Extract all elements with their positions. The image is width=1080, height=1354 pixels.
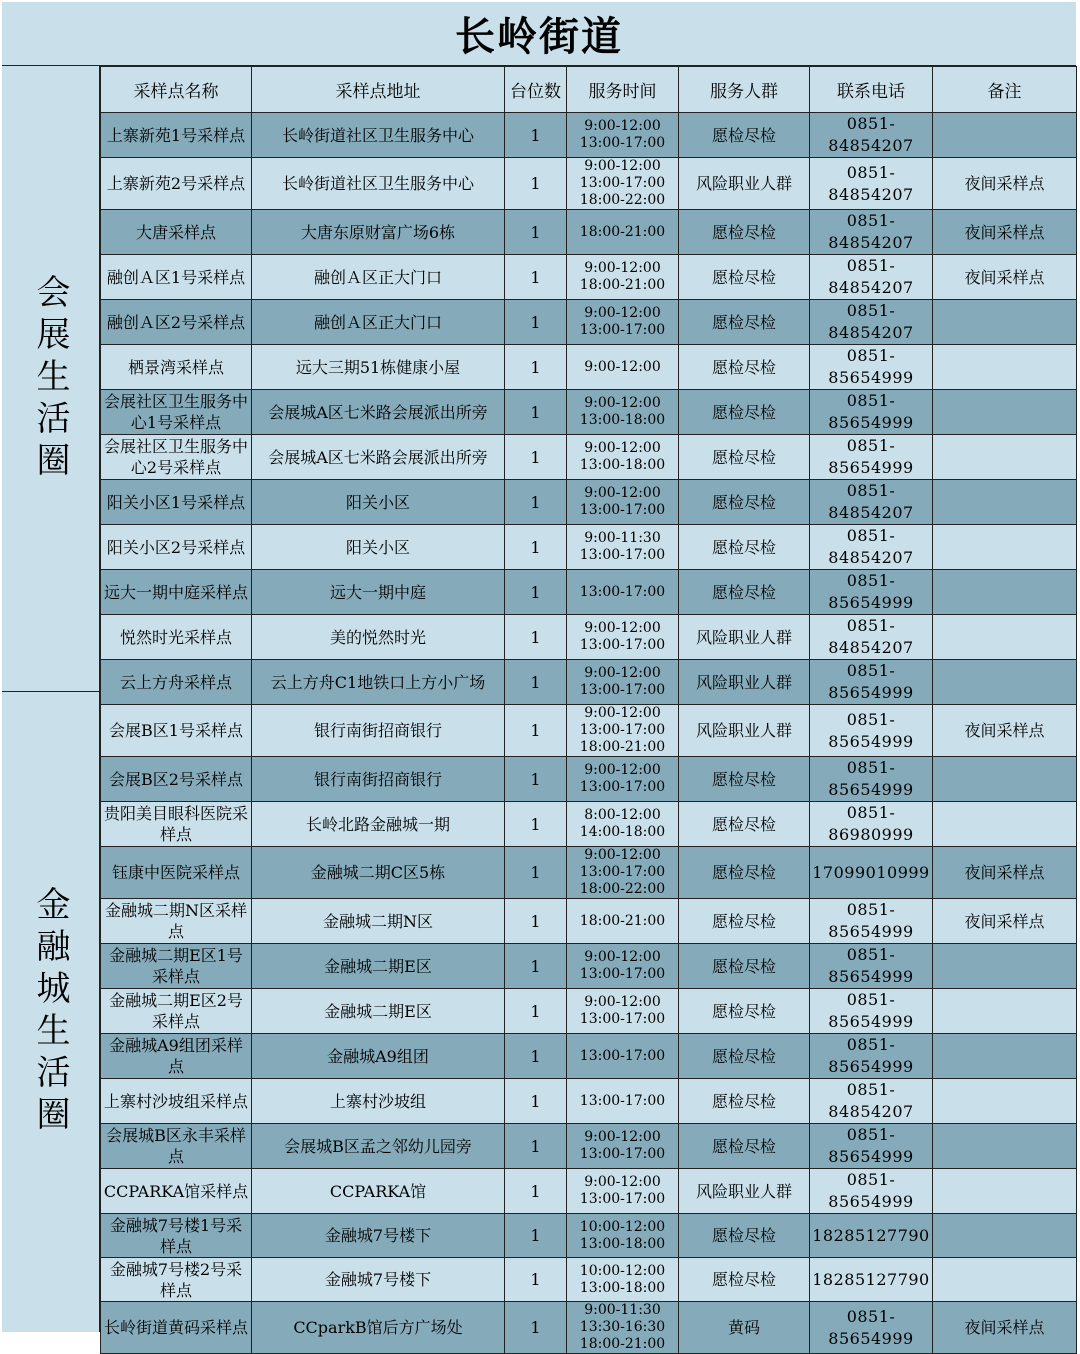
site-name: 阳关小区2号采样点 <box>101 525 252 570</box>
site-note <box>933 1214 1077 1258</box>
site-address: 阳关小区 <box>252 525 505 570</box>
site-address: 云上方舟C1地铁口上方小广场 <box>252 660 505 705</box>
site-note <box>933 1034 1077 1079</box>
site-address: 金融城二期N区 <box>252 899 505 944</box>
service-group: 愿检尽检 <box>679 570 810 615</box>
site-address: 银行南街招商银行 <box>252 705 505 757</box>
site-address: 阳关小区 <box>252 480 505 525</box>
contact-phone: 0851- 85654999 <box>810 899 933 944</box>
site-name: 云上方舟采样点 <box>101 660 252 705</box>
site-name: 金融城A9组团采样点 <box>101 1034 252 1079</box>
contact-phone: 0851- 85654999 <box>810 345 933 390</box>
service-time: 9:00-12:00 13:00-17:00 <box>567 1169 679 1214</box>
site-address: 银行南街招商银行 <box>252 757 505 802</box>
site-name: 长岭街道黄码采样点 <box>101 1302 252 1354</box>
contact-phone: 0851- 85654999 <box>810 944 933 989</box>
table-row <box>101 1079 1077 1124</box>
site-note: 夜间采样点 <box>933 899 1077 944</box>
site-name: 栖景湾采样点 <box>101 345 252 390</box>
site-count: 1 <box>505 345 567 390</box>
site-note <box>933 1258 1077 1302</box>
header-time: 服务时间 <box>567 67 679 113</box>
site-note <box>933 1169 1077 1214</box>
contact-phone: 0851- 84854207 <box>810 210 933 255</box>
site-note <box>933 615 1077 660</box>
table-row <box>101 525 1077 570</box>
service-time: 9:00-12:00 13:00-17:00 18:00-22:00 <box>567 158 679 210</box>
service-group: 愿检尽检 <box>679 899 810 944</box>
site-address: 融创Ａ区正大门口 <box>252 255 505 300</box>
service-time: 9:00-12:00 13:00-17:00 <box>567 660 679 705</box>
table-row <box>101 390 1077 435</box>
service-time: 9:00-12:00 13:00-17:00 <box>567 615 679 660</box>
table-row <box>101 435 1077 480</box>
site-count: 1 <box>505 570 567 615</box>
site-note: 夜间采样点 <box>933 158 1077 210</box>
table-row <box>101 1258 1077 1302</box>
contact-phone: 0851- 85654999 <box>810 570 933 615</box>
site-address: 会展城B区孟之邻幼儿园旁 <box>252 1124 505 1169</box>
site-name: 会展城B区永丰采样点 <box>101 1124 252 1169</box>
header-address: 采样点地址 <box>252 67 505 113</box>
header-count: 台位数 <box>505 67 567 113</box>
site-name: 会展B区1号采样点 <box>101 705 252 757</box>
site-note: 夜间采样点 <box>933 1302 1077 1354</box>
site-name: 大唐采样点 <box>101 210 252 255</box>
site-count: 1 <box>505 210 567 255</box>
site-address: CCPARKA馆 <box>252 1169 505 1214</box>
contact-phone: 0851- 85654999 <box>810 1124 933 1169</box>
region-jinrongcheng <box>2 692 100 1332</box>
sampling-site-table <box>100 66 1077 1354</box>
site-count: 1 <box>505 1302 567 1354</box>
table-row <box>101 158 1077 210</box>
service-time: 10:00-12:00 13:00-18:00 <box>567 1258 679 1302</box>
table-row <box>101 989 1077 1034</box>
site-address: 上寨村沙坡组 <box>252 1079 505 1124</box>
service-group: 风险职业人群 <box>679 1169 810 1214</box>
site-count: 1 <box>505 113 567 158</box>
service-group: 风险职业人群 <box>679 615 810 660</box>
site-name: 金融城二期E区1号采样点 <box>101 944 252 989</box>
site-name: 悦然时光采样点 <box>101 615 252 660</box>
site-address: 金融城二期E区 <box>252 944 505 989</box>
table-row <box>101 944 1077 989</box>
site-name: 远大一期中庭采样点 <box>101 570 252 615</box>
site-name: 上寨新苑2号采样点 <box>101 158 252 210</box>
site-count: 1 <box>505 435 567 480</box>
table-row <box>101 345 1077 390</box>
site-note <box>933 525 1077 570</box>
site-name: 融创Ａ区2号采样点 <box>101 300 252 345</box>
site-count: 1 <box>505 899 567 944</box>
region-label: 金融城生活圈 <box>30 886 70 1138</box>
service-time: 13:00-17:00 <box>567 1034 679 1079</box>
service-time: 9:00-12:00 13:00-17:00 <box>567 1124 679 1169</box>
table-row <box>101 847 1077 899</box>
table-header-row <box>101 67 1077 113</box>
table-row <box>101 1214 1077 1258</box>
contact-phone: 0851- 84854207 <box>810 158 933 210</box>
service-time: 13:00-17:00 <box>567 1079 679 1124</box>
site-address: 美的悦然时光 <box>252 615 505 660</box>
site-address: 大唐东原财富广场6栋 <box>252 210 505 255</box>
service-time: 9:00-12:00 <box>567 345 679 390</box>
contact-phone: 18285127790 <box>810 1214 933 1258</box>
site-name: 会展B区2号采样点 <box>101 757 252 802</box>
service-time: 18:00-21:00 <box>567 899 679 944</box>
service-time: 9:00-12:00 13:00-17:00 <box>567 113 679 158</box>
contact-phone: 0851- 84854207 <box>810 255 933 300</box>
site-name: 上寨村沙坡组采样点 <box>101 1079 252 1124</box>
site-count: 1 <box>505 944 567 989</box>
table-row <box>101 1034 1077 1079</box>
site-count: 1 <box>505 525 567 570</box>
service-time: 10:00-12:00 13:00-18:00 <box>567 1214 679 1258</box>
service-group: 愿检尽检 <box>679 113 810 158</box>
contact-phone: 0851- 85654999 <box>810 1169 933 1214</box>
site-note <box>933 944 1077 989</box>
service-group: 愿检尽检 <box>679 847 810 899</box>
site-count: 1 <box>505 989 567 1034</box>
table-body <box>101 113 1077 1354</box>
service-group: 愿检尽检 <box>679 1079 810 1124</box>
site-note <box>933 1079 1077 1124</box>
site-count: 1 <box>505 615 567 660</box>
site-address: 长岭街道社区卫生服务中心 <box>252 158 505 210</box>
service-group: 愿检尽检 <box>679 1124 810 1169</box>
site-note <box>933 660 1077 705</box>
service-group: 愿检尽检 <box>679 1258 810 1302</box>
service-group: 愿检尽检 <box>679 345 810 390</box>
service-group: 愿检尽检 <box>679 989 810 1034</box>
site-count: 1 <box>505 847 567 899</box>
contact-phone: 0851- 85654999 <box>810 705 933 757</box>
contact-phone: 0851- 84854207 <box>810 480 933 525</box>
service-group: 黄码 <box>679 1302 810 1354</box>
site-name: 钰康中医院采样点 <box>101 847 252 899</box>
site-note: 夜间采样点 <box>933 847 1077 899</box>
page-title: 长岭街道 <box>2 2 1076 66</box>
service-group: 风险职业人群 <box>679 660 810 705</box>
contact-phone: 0851- 85654999 <box>810 989 933 1034</box>
site-name: 金融城二期N区采样点 <box>101 899 252 944</box>
table-row <box>101 899 1077 944</box>
contact-phone: 0851- 85654999 <box>810 660 933 705</box>
site-address: 远大一期中庭 <box>252 570 505 615</box>
site-address: 金融城7号楼下 <box>252 1214 505 1258</box>
table-row <box>101 113 1077 158</box>
site-name: 会展社区卫生服务中心2号采样点 <box>101 435 252 480</box>
contact-phone: 0851- 85654999 <box>810 435 933 480</box>
site-count: 1 <box>505 300 567 345</box>
contact-phone: 0851- 84854207 <box>810 1079 933 1124</box>
contact-phone: 0851- 85654999 <box>810 1302 933 1354</box>
site-count: 1 <box>505 1169 567 1214</box>
site-note <box>933 1124 1077 1169</box>
site-name: 贵阳美目眼科医院采样点 <box>101 802 252 847</box>
site-count: 1 <box>505 1214 567 1258</box>
service-group: 愿检尽检 <box>679 525 810 570</box>
service-time: 9:00-12:00 13:00-17:00 <box>567 757 679 802</box>
site-note <box>933 989 1077 1034</box>
site-address: 长岭北路金融城一期 <box>252 802 505 847</box>
service-group: 愿检尽检 <box>679 255 810 300</box>
site-note <box>933 300 1077 345</box>
site-address: 会展城A区七米路会展派出所旁 <box>252 435 505 480</box>
table-row <box>101 480 1077 525</box>
site-note <box>933 757 1077 802</box>
service-time: 9:00-12:00 13:00-17:00 18:00-21:00 <box>567 705 679 757</box>
table-row <box>101 1124 1077 1169</box>
site-note <box>933 435 1077 480</box>
service-time: 9:00-11:30 13:30-16:30 18:00-21:00 <box>567 1302 679 1354</box>
site-note: 夜间采样点 <box>933 255 1077 300</box>
service-time: 13:00-17:00 <box>567 570 679 615</box>
contact-phone: 17099010999 <box>810 847 933 899</box>
site-count: 1 <box>505 158 567 210</box>
site-note <box>933 345 1077 390</box>
site-note <box>933 480 1077 525</box>
site-address: 会展城A区七米路会展派出所旁 <box>252 390 505 435</box>
table-row <box>101 705 1077 757</box>
service-time: 9:00-12:00 13:00-18:00 <box>567 390 679 435</box>
site-count: 1 <box>505 255 567 300</box>
service-time: 9:00-12:00 13:00-17:00 <box>567 480 679 525</box>
site-note: 夜间采样点 <box>933 705 1077 757</box>
contact-phone: 18285127790 <box>810 1258 933 1302</box>
site-count: 1 <box>505 802 567 847</box>
table-row <box>101 660 1077 705</box>
table-row <box>101 615 1077 660</box>
site-count: 1 <box>505 1124 567 1169</box>
header-phone: 联系电话 <box>810 67 933 113</box>
site-note <box>933 570 1077 615</box>
contact-phone: 0851- 84854207 <box>810 615 933 660</box>
table-row <box>101 802 1077 847</box>
service-group: 愿检尽检 <box>679 435 810 480</box>
service-group: 愿检尽检 <box>679 300 810 345</box>
site-address: 金融城二期C区5栋 <box>252 847 505 899</box>
header-group: 服务人群 <box>679 67 810 113</box>
service-group: 愿检尽检 <box>679 757 810 802</box>
header-note: 备注 <box>933 67 1077 113</box>
contact-phone: 0851- 84854207 <box>810 525 933 570</box>
site-count: 1 <box>505 705 567 757</box>
site-name: 金融城7号楼2号采样点 <box>101 1258 252 1302</box>
site-address: 融创Ａ区正大门口 <box>252 300 505 345</box>
table-row <box>101 210 1077 255</box>
site-name: 融创Ａ区1号采样点 <box>101 255 252 300</box>
site-name: CCPARKA馆采样点 <box>101 1169 252 1214</box>
site-note <box>933 390 1077 435</box>
table-row <box>101 255 1077 300</box>
service-time: 9:00-12:00 13:00-17:00 <box>567 300 679 345</box>
site-count: 1 <box>505 390 567 435</box>
site-note <box>933 113 1077 158</box>
service-time: 9:00-12:00 13:00-17:00 <box>567 944 679 989</box>
region-huizhan <box>2 66 100 692</box>
site-note: 夜间采样点 <box>933 210 1077 255</box>
service-time: 9:00-12:00 13:00-17:00 <box>567 989 679 1034</box>
table-row <box>101 570 1077 615</box>
header-name: 采样点名称 <box>101 67 252 113</box>
site-address: 金融城7号楼下 <box>252 1258 505 1302</box>
service-time: 9:00-11:30 13:00-17:00 <box>567 525 679 570</box>
contact-phone: 0851- 84854207 <box>810 300 933 345</box>
contact-phone: 0851- 85654999 <box>810 757 933 802</box>
service-group: 愿检尽检 <box>679 1214 810 1258</box>
site-address: 远大三期51栋健康小屋 <box>252 345 505 390</box>
service-time: 18:00-21:00 <box>567 210 679 255</box>
site-name: 金融城二期E区2号采样点 <box>101 989 252 1034</box>
contact-phone: 0851- 86980999 <box>810 802 933 847</box>
site-name: 会展社区卫生服务中心1号采样点 <box>101 390 252 435</box>
contact-phone: 0851- 85654999 <box>810 390 933 435</box>
service-group: 愿检尽检 <box>679 210 810 255</box>
service-group: 愿检尽检 <box>679 944 810 989</box>
service-time: 9:00-12:00 18:00-21:00 <box>567 255 679 300</box>
site-count: 1 <box>505 1034 567 1079</box>
contact-phone: 0851- 85654999 <box>810 1034 933 1079</box>
site-name: 阳关小区1号采样点 <box>101 480 252 525</box>
table-row <box>101 300 1077 345</box>
table-row <box>101 757 1077 802</box>
table-row <box>101 1169 1077 1214</box>
table-row <box>101 1302 1077 1354</box>
site-count: 1 <box>505 1258 567 1302</box>
region-label: 会展生活圈 <box>30 273 70 484</box>
service-group: 愿检尽检 <box>679 480 810 525</box>
contact-phone: 0851- 84854207 <box>810 113 933 158</box>
service-group: 风险职业人群 <box>679 705 810 757</box>
service-time: 8:00-12:00 14:00-18:00 <box>567 802 679 847</box>
site-count: 1 <box>505 660 567 705</box>
site-address: 金融城A9组团 <box>252 1034 505 1079</box>
service-group: 愿检尽检 <box>679 802 810 847</box>
site-count: 1 <box>505 480 567 525</box>
site-count: 1 <box>505 1079 567 1124</box>
service-time: 9:00-12:00 13:00-17:00 18:00-22:00 <box>567 847 679 899</box>
site-address: 金融城二期E区 <box>252 989 505 1034</box>
site-note <box>933 802 1077 847</box>
site-address: 长岭街道社区卫生服务中心 <box>252 113 505 158</box>
service-group: 愿检尽检 <box>679 390 810 435</box>
site-name: 上寨新苑1号采样点 <box>101 113 252 158</box>
service-time: 9:00-12:00 13:00-18:00 <box>567 435 679 480</box>
service-group: 愿检尽检 <box>679 1034 810 1079</box>
site-name: 金融城7号楼1号采样点 <box>101 1214 252 1258</box>
service-group: 风险职业人群 <box>679 158 810 210</box>
site-address: CCparkB馆后方广场处 <box>252 1302 505 1354</box>
site-count: 1 <box>505 757 567 802</box>
